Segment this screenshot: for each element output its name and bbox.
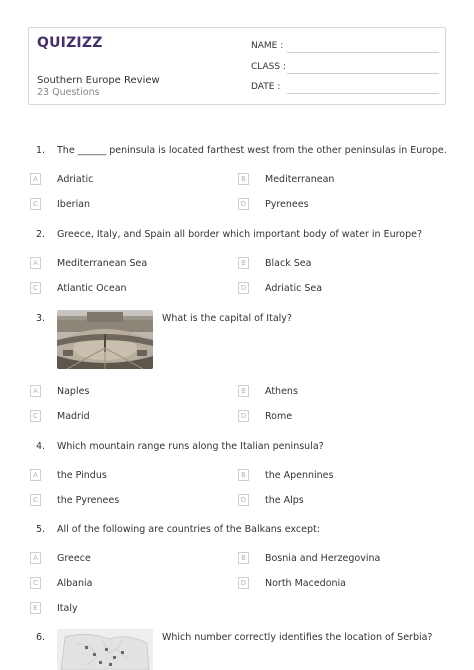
option-text[interactable]: Athens bbox=[265, 386, 298, 397]
worksheet-header bbox=[28, 27, 446, 105]
option-letter: B bbox=[238, 552, 249, 564]
option-letter: B bbox=[238, 257, 249, 269]
option-text[interactable]: Madrid bbox=[57, 411, 90, 422]
option-text[interactable]: Italy bbox=[57, 603, 78, 614]
option-letter: A bbox=[30, 469, 41, 481]
name-label: NAME : bbox=[251, 41, 284, 51]
option-text[interactable]: Adriatic bbox=[57, 174, 94, 185]
option-letter: B bbox=[238, 385, 249, 397]
question-number: 1. bbox=[36, 145, 46, 156]
option-letter: B bbox=[238, 173, 249, 185]
question-text: Which number correctly identifies the location of Serbia? bbox=[162, 632, 433, 643]
name-field[interactable] bbox=[287, 52, 439, 53]
option-letter: D bbox=[238, 577, 249, 589]
option-letter: E bbox=[30, 602, 41, 614]
option-letter: C bbox=[30, 198, 41, 210]
question-number: 5. bbox=[36, 524, 46, 535]
date-label: DATE : bbox=[251, 82, 281, 92]
option-text[interactable]: Albania bbox=[57, 578, 93, 589]
question-text: What is the capital of Italy? bbox=[162, 313, 292, 324]
option-text[interactable]: Adriatic Sea bbox=[265, 283, 323, 294]
question-text: The ______ peninsula is located farthest west from the other peninsulas in Europe. bbox=[57, 145, 447, 156]
option-text[interactable]: the Pindus bbox=[57, 470, 107, 481]
option-text[interactable]: Bosnia and Herzegovina bbox=[265, 553, 381, 564]
question-number: 3. bbox=[36, 313, 46, 324]
rome-square-image bbox=[57, 310, 153, 369]
option-text[interactable]: Naples bbox=[57, 386, 90, 397]
option-letter: C bbox=[30, 282, 41, 294]
date-field[interactable] bbox=[287, 93, 439, 94]
option-letter: D bbox=[238, 494, 249, 506]
option-text[interactable]: Mediterranean bbox=[265, 174, 335, 185]
option-text[interactable]: the Pyrenees bbox=[57, 495, 120, 506]
option-text[interactable]: Black Sea bbox=[265, 258, 312, 269]
quizizz-logo: QUIZIZZ bbox=[37, 35, 103, 51]
option-letter: A bbox=[30, 173, 41, 185]
question-text: Greece, Italy, and Spain all border which important body of water in Europe? bbox=[57, 229, 423, 240]
question-text: Which mountain range runs along the Italian peninsula? bbox=[57, 441, 324, 452]
option-text[interactable]: Greece bbox=[57, 553, 91, 564]
question-number: 4. bbox=[36, 441, 46, 452]
option-text[interactable]: the Alps bbox=[265, 495, 304, 506]
option-letter: D bbox=[238, 198, 249, 210]
option-text[interactable]: Iberian bbox=[57, 199, 91, 210]
class-label: CLASS : bbox=[251, 62, 286, 72]
option-text[interactable]: Pyrenees bbox=[265, 199, 309, 210]
option-text[interactable]: Rome bbox=[265, 411, 293, 422]
option-text[interactable]: the Apennines bbox=[265, 470, 334, 481]
option-text[interactable]: Mediterranean Sea bbox=[57, 258, 148, 269]
question-count: 23 Questions bbox=[37, 87, 100, 98]
question-text: All of the following are countries of the Balkans except: bbox=[57, 524, 320, 535]
question-number: 2. bbox=[36, 229, 46, 240]
balkans-map-image bbox=[57, 629, 153, 670]
option-letter: A bbox=[30, 552, 41, 564]
option-letter: B bbox=[238, 469, 249, 481]
option-text[interactable]: Atlantic Ocean bbox=[57, 283, 127, 294]
option-letter: D bbox=[238, 282, 249, 294]
question-number: 6. bbox=[36, 632, 46, 643]
class-field[interactable] bbox=[287, 73, 439, 74]
option-letter: A bbox=[30, 257, 41, 269]
option-letter: D bbox=[238, 410, 249, 422]
option-text[interactable]: North Macedonia bbox=[265, 578, 347, 589]
option-letter: C bbox=[30, 410, 41, 422]
option-letter: C bbox=[30, 494, 41, 506]
option-letter: A bbox=[30, 385, 41, 397]
worksheet-title: Southern Europe Review bbox=[37, 75, 160, 86]
option-letter: C bbox=[30, 577, 41, 589]
